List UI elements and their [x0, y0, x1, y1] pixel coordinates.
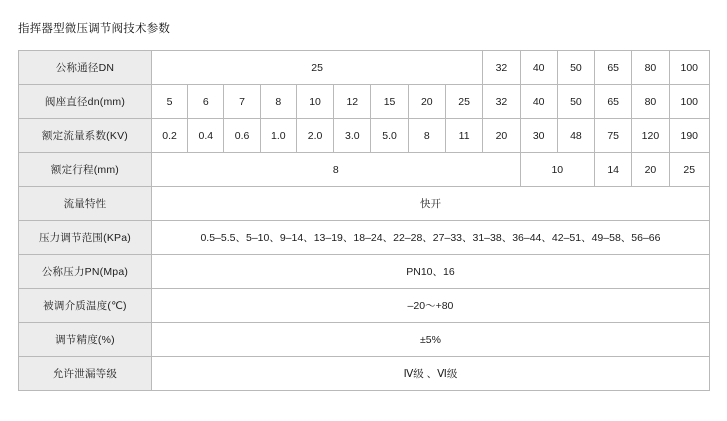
table-cell: 0.4	[188, 119, 224, 153]
table-cell: 20	[483, 119, 520, 153]
page-title: 指挥器型微压调节阀技术参数	[18, 23, 171, 35]
table-cell: 25	[151, 51, 482, 85]
table-cell: 7	[224, 85, 260, 119]
table-row	[19, 187, 710, 221]
row-header: 被调介质温度(℃)	[19, 289, 152, 323]
table-row	[19, 119, 710, 153]
specification-table	[18, 50, 710, 391]
table-cell: 14	[595, 153, 632, 187]
table-cell: 25	[669, 153, 709, 187]
table-row	[19, 85, 710, 119]
table-cell: 65	[595, 51, 632, 85]
table-cell: 65	[595, 85, 632, 119]
table-cell: 50	[557, 85, 594, 119]
table-cell: 190	[669, 119, 709, 153]
table-cell: 2.0	[296, 119, 333, 153]
row-header: 调节精度(%)	[19, 323, 152, 357]
table-cell: 8	[151, 153, 520, 187]
table-cell: 100	[669, 51, 709, 85]
table-cell: 8	[260, 85, 296, 119]
table-cell: 12	[334, 85, 371, 119]
table-cell: ±5%	[151, 323, 709, 357]
table-cell: 10	[520, 153, 595, 187]
table-cell: 0.5–5.5、5–10、9–14、13–19、18–24、22–28、27–33、31–38、36–44、42–51、49–58、56–66	[151, 221, 709, 255]
table-row	[19, 51, 710, 85]
table-cell: 3.0	[334, 119, 371, 153]
table-cell: 15	[371, 85, 408, 119]
table-cell: 120	[632, 119, 669, 153]
table-cell: 100	[669, 85, 709, 119]
table-cell: 32	[483, 85, 520, 119]
table-cell: 80	[632, 85, 669, 119]
row-header: 额定行程(mm)	[19, 153, 152, 187]
row-header: 允许泄漏等级	[19, 357, 152, 391]
row-header: 压力调节范围(KPa)	[19, 221, 152, 255]
table-cell: –20～+80	[151, 289, 709, 323]
table-cell: 5.0	[371, 119, 408, 153]
row-header: 公称压力PN(Mpa)	[19, 255, 152, 289]
table-row	[19, 323, 710, 357]
table-cell: 48	[557, 119, 594, 153]
table-cell: 40	[520, 85, 557, 119]
table-cell: 20	[632, 153, 669, 187]
table-cell: 20	[408, 85, 445, 119]
table-cell: 80	[632, 51, 669, 85]
row-header: 额定流量系数(KV)	[19, 119, 152, 153]
table-cell: PN10、16	[151, 255, 709, 289]
table-row	[19, 357, 710, 391]
table-cell: 0.6	[224, 119, 260, 153]
table-cell: 75	[595, 119, 632, 153]
table-cell: Ⅳ级 、Ⅵ级	[151, 357, 709, 391]
table-cell: 50	[557, 51, 594, 85]
table-cell: 6	[188, 85, 224, 119]
spec-table-container	[18, 50, 710, 391]
table-cell: 40	[520, 51, 557, 85]
table-row	[19, 289, 710, 323]
table-cell: 32	[483, 51, 520, 85]
table-cell: 快开	[151, 187, 709, 221]
table-cell: 5	[151, 85, 187, 119]
row-header: 阀座直径dn(mm)	[19, 85, 152, 119]
table-row	[19, 221, 710, 255]
table-cell: 30	[520, 119, 557, 153]
table-cell: 25	[445, 85, 482, 119]
row-header: 公称通径DN	[19, 51, 152, 85]
table-cell: 0.2	[151, 119, 187, 153]
table-cell: 1.0	[260, 119, 296, 153]
table-row	[19, 153, 710, 187]
table-cell: 10	[296, 85, 333, 119]
table-row	[19, 255, 710, 289]
table-cell: 11	[445, 119, 482, 153]
row-header: 流量特性	[19, 187, 152, 221]
table-cell: 8	[408, 119, 445, 153]
